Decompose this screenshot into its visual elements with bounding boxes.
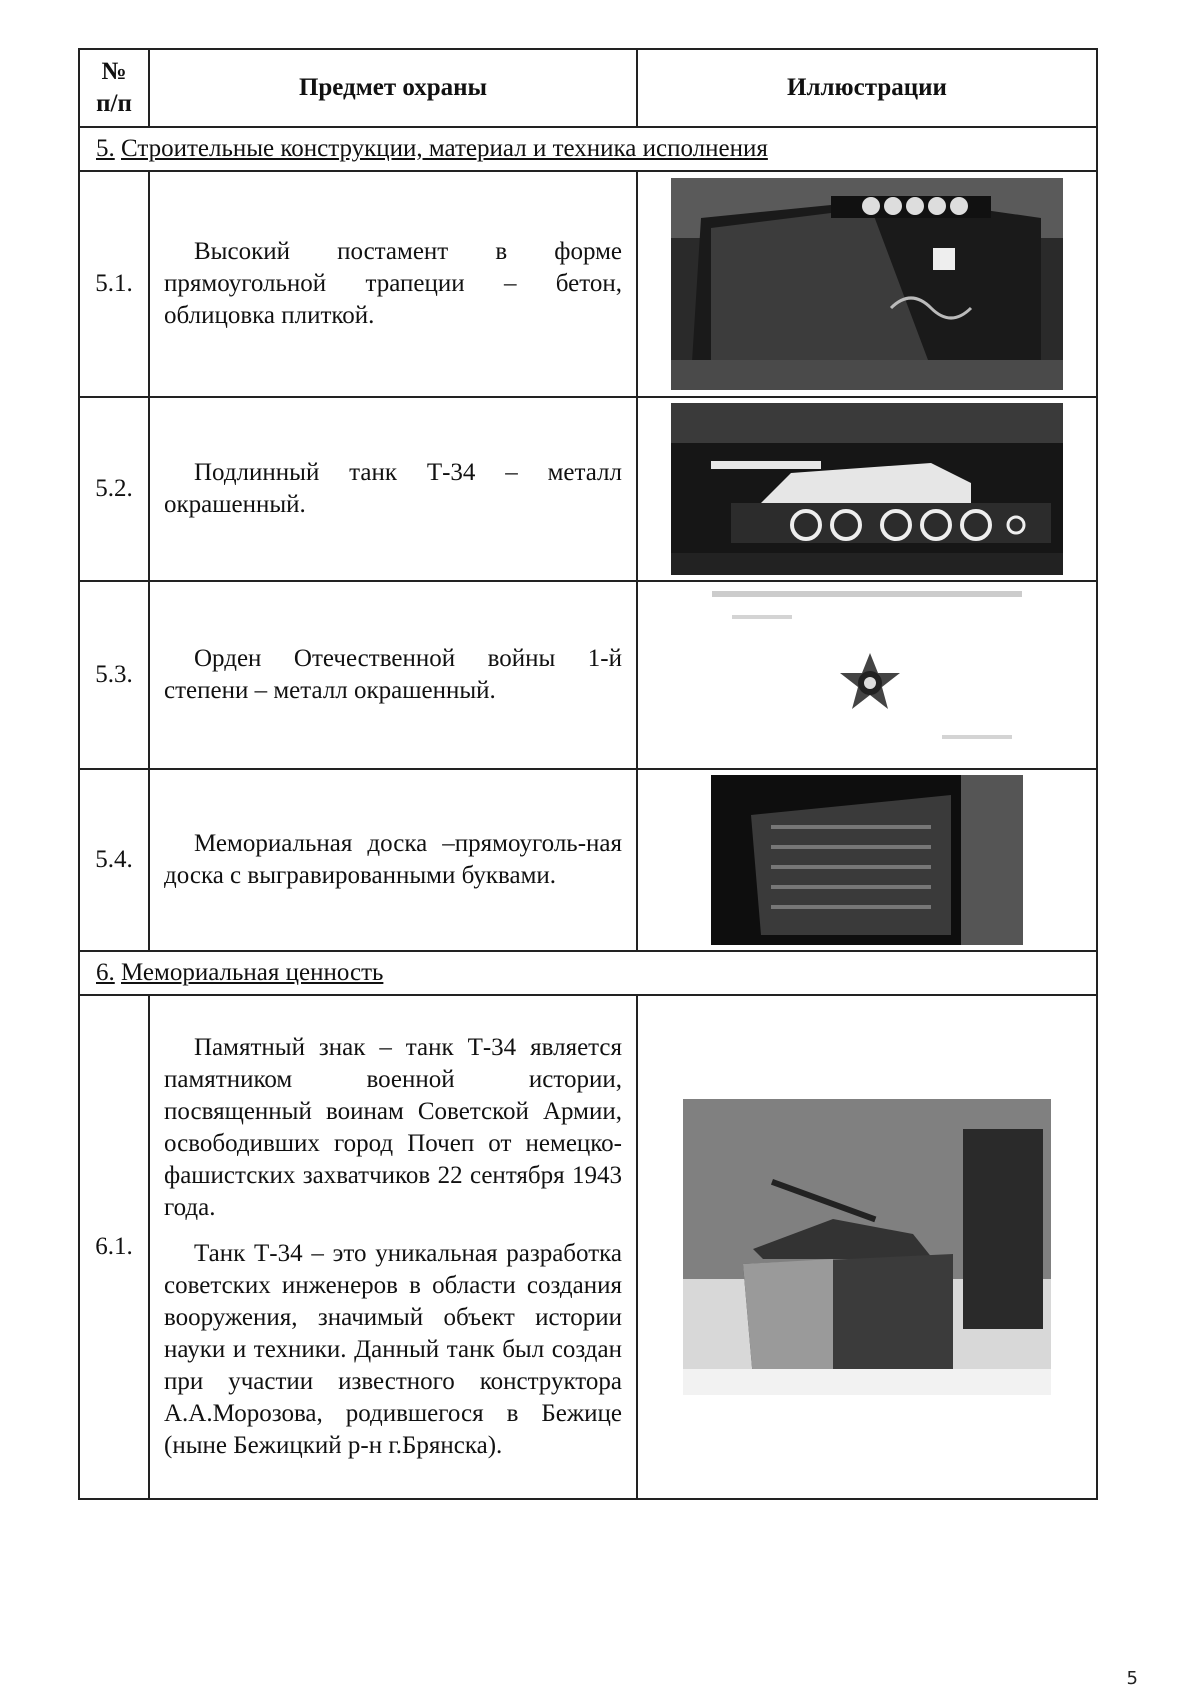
item-number: 5.2. xyxy=(79,397,149,581)
section-heading xyxy=(79,127,1097,171)
description-paragraph: Орден Отечественной войны 1-й степени – металл окрашенный. xyxy=(164,645,622,704)
page-number: 5 xyxy=(1126,1668,1138,1689)
section-number: 6. xyxy=(96,959,115,986)
item-description xyxy=(149,171,637,397)
item-description xyxy=(149,581,637,769)
tank-photo xyxy=(671,403,1063,575)
table-row xyxy=(79,171,1097,397)
item-number: 6.1. xyxy=(79,995,149,1499)
table-row xyxy=(79,581,1097,769)
protection-table xyxy=(78,48,1098,1500)
order-photo xyxy=(702,585,1032,765)
section-title: Мемориальная ценность xyxy=(121,959,384,986)
item-description xyxy=(149,769,637,951)
table-row xyxy=(79,769,1097,951)
header-num xyxy=(79,49,149,127)
section-row xyxy=(79,127,1097,171)
item-number: 5.3. xyxy=(79,581,149,769)
monument-photo xyxy=(683,1099,1051,1395)
section-number: 5. xyxy=(96,135,115,162)
section-row xyxy=(79,951,1097,995)
description-paragraph: Мемориальная доска –прямоуголь-ная доска с выгравированными буквами. xyxy=(164,830,622,889)
header-subject: Предмет охраны xyxy=(149,49,637,127)
description-paragraph: Подлинный танк Т-34 – металл окрашенный. xyxy=(164,459,622,518)
table-row xyxy=(79,397,1097,581)
pedestal-photo xyxy=(671,178,1063,390)
illustration-cell xyxy=(637,171,1097,397)
section-heading xyxy=(79,951,1097,995)
item-number: 5.1. xyxy=(79,171,149,397)
table-header-row xyxy=(79,49,1097,127)
illustration-cell xyxy=(637,397,1097,581)
section-title: Строительные конструкции, материал и техника исполнения xyxy=(121,135,768,162)
description-paragraph: Танк Т-34 – это уникальная разработка советских инженеров в области создания вооружения, значимый объект истории науки и техники. Данный танк был создан при участии известного конструктора А.А.Морозова, родившегося в Бежице (ныне Бежицкий р-н г.Брянска). xyxy=(164,1240,622,1459)
illustration-cell xyxy=(637,769,1097,951)
item-description xyxy=(149,995,637,1499)
description-paragraph: Памятный знак – танк Т-34 является памятником военной истории, посвященный воинам Советской Армии, освободивших город Почеп от немецко-фашистских захватчиков 22 сентября 1943 года. xyxy=(164,1034,622,1221)
header-num-label: № п/п xyxy=(96,58,132,117)
description-paragraph: Высокий постамент в форме прямоугольной трапеции – бетон, облицовка плиткой. xyxy=(164,238,622,329)
item-description xyxy=(149,397,637,581)
table-row xyxy=(79,995,1097,1499)
item-number: 5.4. xyxy=(79,769,149,951)
plaque-photo xyxy=(711,775,1023,945)
header-illustrations: Иллюстрации xyxy=(637,49,1097,127)
illustration-cell xyxy=(637,581,1097,769)
illustration-cell xyxy=(637,995,1097,1499)
